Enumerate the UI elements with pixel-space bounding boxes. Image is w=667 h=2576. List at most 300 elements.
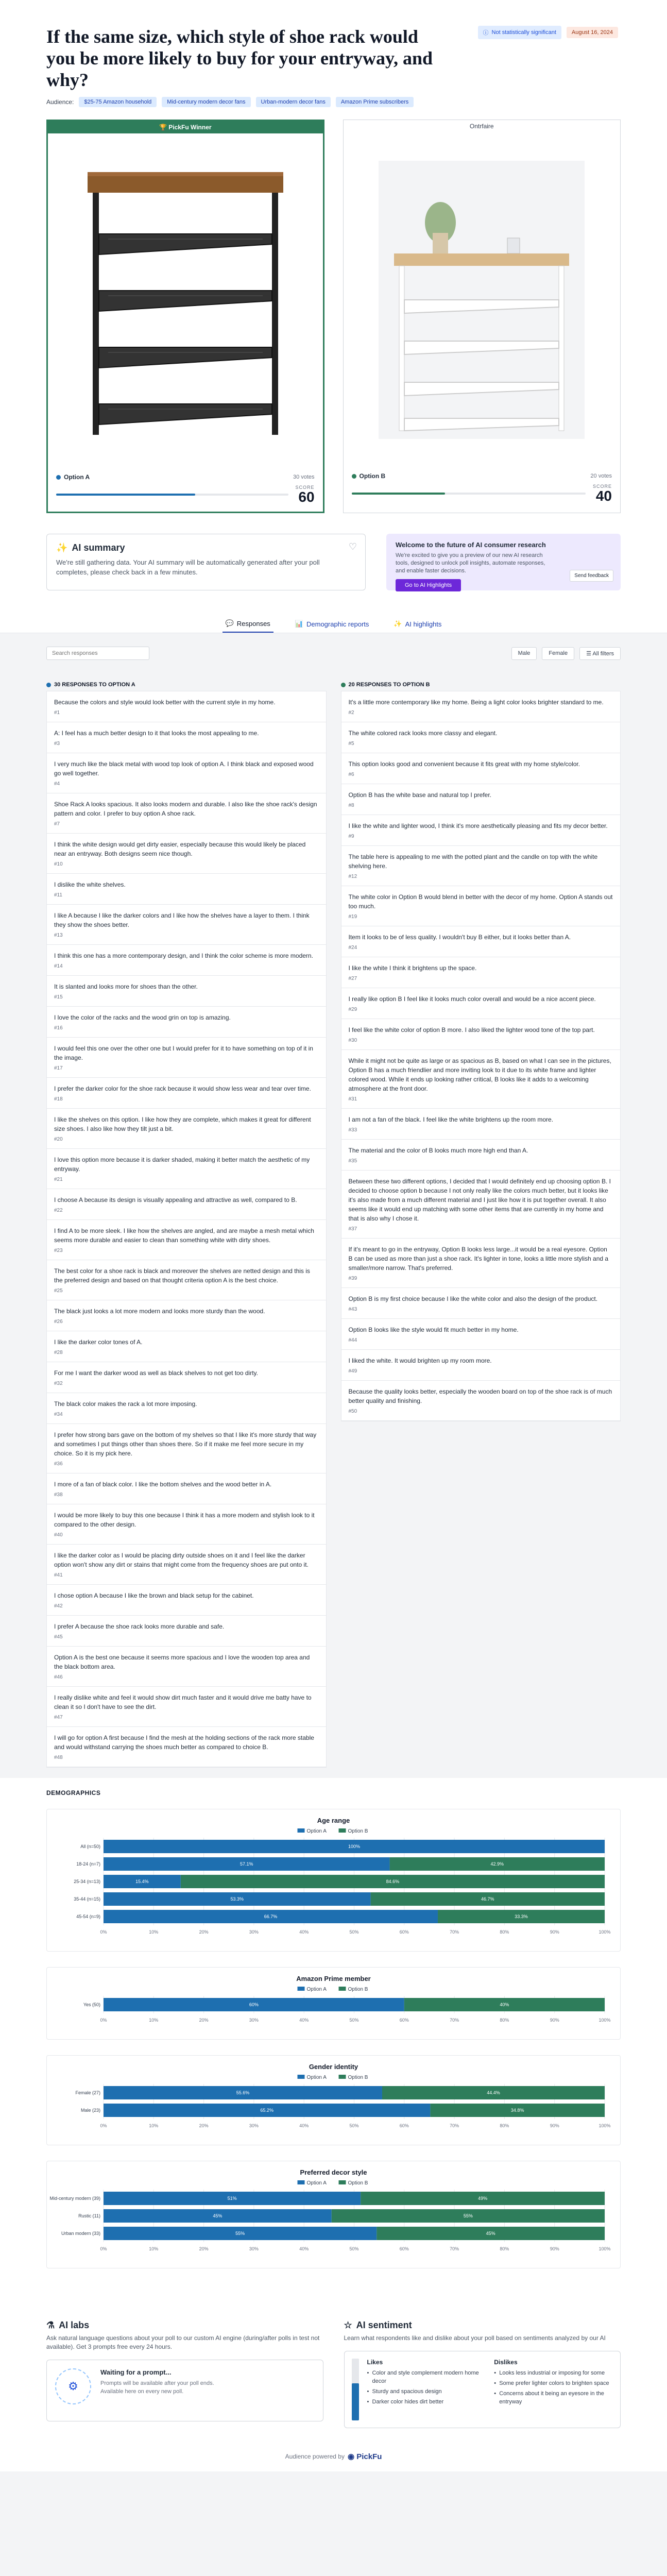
response-text: I find A to be more sleek. I like how the shelves are angled, and are maybe a mesh metal which seems more durable and easier to clean than something white with dirty shoes. [54,1227,314,1244]
flask-icon: ⚗ [46,2320,55,2330]
ai-promo-card [386,534,621,590]
option-a-dot-icon [46,683,51,687]
response-text: I would be more likely to buy this one because I think it has a more modern and stylish look to it compared to the other design. [54,1512,315,1528]
score-value: 60 [298,489,315,505]
response-text: Because the colors and style would look better with the current style in my home. [54,699,276,706]
x-tick-label: 50% [349,2123,359,2128]
response-text: For me I want the darker wood as well as black shelves to not get too dirty. [54,1369,258,1377]
response-text: I like the white and lighter wood, I think it's more aesthetically pleasing and fits my decor better. [348,822,608,829]
response-id: #39 [348,1276,357,1281]
x-tick-label: 50% [349,2018,359,2023]
legend-swatch [339,1987,346,1991]
category-label: 35-44 (n=15) [74,1896,100,1902]
response-id: #47 [54,1715,63,1720]
response-text: I prefer the darker color for the shoe rack because it would show less wear and tear over time. [54,1085,311,1092]
response-id: #37 [348,1226,357,1232]
response-id: #19 [348,914,357,920]
likes-title: Likes [367,2359,383,2366]
response-text: I dislike the white shelves. [54,881,126,888]
response-text: I very much like the black metal with wood top look of option A. I think black and exposed wood go well together. [54,760,314,777]
x-tick-label: 30% [249,2018,259,2023]
heart-icon[interactable]: ♡ [348,541,357,552]
x-tick-label: 100% [598,2018,611,2023]
send-feedback-button[interactable]: Send feedback [570,570,613,582]
responses-section [0,633,667,1778]
response-id: #4 [54,781,60,787]
response-text: If it's meant to go in the entryway, Option B looks less large...it would be a real eyesore. Option B can be used as more than just a shoe rack. It's lighter in tone, looks a little more stylish and a smaller/more narrow. That's preferred. [348,1246,609,1272]
data-label-option-b: 55% [463,2213,473,2218]
response-text: I more of a fan of black color. I like the bottom shelves and the wood better in A. [54,1481,272,1488]
legend-swatch [298,1828,305,1833]
ai-labs-subtitle: Ask natural language questions about your poll to our custom AI engine (during/after polls in test not available). Get 3 prompts free every 24 hours. [46,2334,320,2350]
response-item [341,1019,621,1050]
audience-chip[interactable]: Amazon Prime subscribers [336,97,414,107]
white-shoe-rack-illustration [373,156,590,444]
option-b-score-bar [352,493,586,495]
option-a-response-list [46,691,327,1768]
sentiment-gauge-fill [352,2383,359,2420]
response-text: The white colored rack looks more classy and elegant. [348,730,498,737]
response-id: #17 [54,1065,63,1071]
category-label: Yes (50) [83,2002,100,2007]
filter-icon: ☰ [586,650,591,657]
page-footer [0,2444,667,2471]
response-text: I really dislike white and feel it would show dirt much faster and it would drive me batty have to clean it so I don't have to see the dirt. [54,1694,312,1710]
response-text: I like the white I think it brightens up the space. [348,964,477,972]
response-id: #8 [348,803,354,808]
x-tick-label: 90% [550,2018,559,2023]
response-id: #32 [54,1381,63,1386]
filter-male-button[interactable]: Male [511,647,537,660]
response-item [47,1109,326,1149]
score-label: SCORE [295,485,315,490]
response-text: Option B looks like the style would fit much better in my home. [348,1326,519,1333]
response-id: #29 [348,1007,357,1012]
option-b-responses [341,679,621,1421]
x-tick-label: 0% [100,2123,107,2128]
response-id: #26 [54,1319,63,1325]
option-a-image[interactable] [48,133,323,468]
response-text: The table here is appealing to me with the potted plant and the candle on top with the white shelving here. [348,853,598,870]
response-text: I really like option B I feel like it looks much color overall and would be a nice accent piece. [348,995,596,1003]
response-text: The white color in Option B would blend in better with the decor of my home. Option A stands out too much. [348,893,613,910]
x-tick-label: 70% [450,2018,459,2023]
response-id: #28 [54,1350,63,1355]
column-heading-text: 20 RESPONSES TO OPTION B [348,682,430,688]
header-badges [478,26,618,39]
response-item [47,1038,326,1078]
x-tick-label: 80% [500,2123,509,2128]
response-item [47,1331,326,1362]
data-label-option-b: 44.4% [487,2090,500,2095]
x-tick-label: 0% [100,2018,107,2023]
response-id: #22 [54,1208,63,1213]
results-tabs [0,611,667,633]
category-label: Rustic (11) [78,2213,100,2218]
response-text: It's a little more contemporary like my home. Being a light color looks brighter standard to me. [348,699,604,706]
promo-title: Welcome to the future of AI consumer research [396,541,546,549]
x-tick-label: 80% [500,2018,509,2023]
data-label-option-b: 49% [478,2196,488,2201]
robot-icon: ⚙ [55,2368,91,2404]
response-id: #41 [54,1572,63,1578]
demographic-chart-card [46,1809,621,1952]
chart-icon: 📊 [295,620,303,628]
info-icon: ⓘ [483,30,489,36]
data-label-option-a: 55.6% [236,2090,250,2095]
response-id: #10 [54,861,63,867]
response-id: #44 [348,1337,357,1343]
demographic-charts [46,1809,621,2268]
x-tick-label: 10% [149,2246,159,2251]
response-item [47,1362,326,1393]
all-filters-label: All filters [592,650,614,657]
response-id: #1 [54,710,60,716]
response-text: Item it looks to be of less quality. I wouldn't buy B either, but it looks better than A. [348,934,571,941]
response-text: I chose option A because I like the brown and black setup for the cabinet. [54,1592,254,1599]
like-item: • Color and style complement modern home decor [367,2369,486,2385]
option-a-score [296,485,315,504]
demographic-chart-card [46,2161,621,2268]
audience-chip[interactable]: $25-75 Amazon household [79,97,157,107]
x-tick-label: 70% [450,2246,459,2251]
response-item [47,1504,326,1545]
ai-sentiment-card [344,2320,621,2428]
ai-summary-title [56,543,356,553]
response-id: #33 [348,1127,357,1133]
x-tick-label: 30% [249,2246,259,2251]
response-item [341,1239,621,1288]
ai-summary-title-text: AI summary [72,543,125,553]
significance-badge-label: Not statistically significant [491,29,556,36]
x-tick-label: 20% [199,1929,209,1935]
response-item [47,1616,326,1647]
option-b-score-fill [352,493,446,495]
x-tick-label: 40% [299,2246,309,2251]
tab-responses[interactable] [223,615,273,633]
response-id: #40 [54,1532,63,1538]
ai-labs-card [46,2320,323,2428]
response-item [47,945,326,976]
response-item [47,1149,326,1189]
ai-summary-text: We're still gathering data. Your AI summary will be automatically generated after your poll completes, please check back in a few minutes. [56,558,320,576]
sentiment-icon: ☆ [344,2320,352,2330]
tab-label: AI highlights [405,620,442,628]
option-a-score-bar [56,494,288,496]
x-tick-label: 60% [399,2246,409,2251]
response-id: #43 [348,1307,357,1312]
option-a-footer [48,468,323,512]
response-id: #13 [54,933,63,938]
x-tick-label: 60% [399,2018,409,2023]
category-label: All (n=50) [80,1844,100,1849]
ai-sentiment-title-text: AI sentiment [356,2320,412,2330]
response-id: #23 [54,1248,63,1253]
demographics-section [0,1778,667,2299]
data-label-option-a: 65.2% [260,2108,273,2113]
x-tick-label: 100% [598,2123,611,2128]
data-label-option-a: 53.3% [230,1896,244,1902]
poll-question-title: If the same size, which style of shoe rack would you be more likely to buy for your entryway, and why? [46,26,433,90]
dislikes-column [494,2359,613,2420]
response-text: Because the quality looks better, especially the wooden board on top of the shoe rack is of much better quality and finishing. [348,1388,612,1404]
response-id: #14 [54,963,63,969]
response-id: #16 [54,1025,63,1031]
filter-female-button[interactable]: Female [542,647,574,660]
footer-text: Audience powered by [285,2453,345,2460]
response-id: #25 [54,1288,63,1294]
response-item [47,753,326,793]
response-item [341,753,621,784]
response-item [47,1260,326,1300]
pickfu-logo-text: PickFu [356,2452,382,2461]
response-item [341,846,621,886]
response-id: #15 [54,994,63,1000]
demographic-chart-card [46,1967,621,2040]
x-tick-label: 90% [550,2246,559,2251]
option-a-score-fill [56,494,195,496]
x-tick-label: 0% [100,2246,107,2251]
x-tick-label: 10% [149,2018,159,2023]
legend-label: Option B [348,1987,368,1992]
option-a-votes: 30 votes [293,474,315,480]
response-item [47,1473,326,1504]
stacked-bar-chart [57,1985,610,2031]
response-id: #20 [54,1137,63,1142]
ai-tools-section [0,2299,667,2444]
option-a-name: Option A [64,473,90,481]
response-item [47,691,326,722]
data-label-option-b: 84.6% [386,1879,400,1884]
option-a-responses-heading [46,679,327,691]
x-tick-label: 40% [299,1929,309,1935]
option-b-head-label: Ontrfaire [469,123,494,130]
chat-icon: 💬 [225,619,234,627]
response-item [341,1171,621,1239]
x-tick-label: 100% [598,1929,611,1935]
category-label: 18-24 (n=7) [76,1861,100,1867]
chart-title: Age range [317,1817,350,1824]
search-input[interactable] [46,647,149,660]
response-item [341,1319,621,1350]
pickfu-logo[interactable] [348,2452,382,2461]
x-tick-label: 10% [149,1929,159,1935]
data-label-option-b: 33.3% [515,1914,528,1919]
response-item [341,1350,621,1381]
x-tick-label: 40% [299,2018,309,2023]
response-text: I like the darker color as I would be placing dirty outside shoes on it and I feel like the darker option won't show any dirt or stains that might come from the frequency shoes are put onto it. [54,1552,309,1568]
category-label: Urban modern (33) [61,2231,100,2236]
response-id: #36 [54,1461,63,1467]
responses-toolbar [46,647,621,660]
option-a-card[interactable] [46,120,324,513]
x-tick-label: 30% [249,1929,259,1935]
stacked-bar-chart [49,2178,611,2260]
response-text: I liked the white. It would brighten up my room more. [348,1357,492,1364]
response-item [47,1545,326,1585]
x-tick-label: 80% [500,1929,509,1935]
sentiment-gauge [352,2359,359,2420]
response-text: Shoe Rack A looks spacious. It also looks modern and durable. I also like the shoe rack's design pattern and color. I prefer to buy option A shoe rack. [54,801,317,817]
ai-summary-row [0,534,667,611]
response-id: #50 [348,1409,357,1414]
legend-label: Option A [306,1828,327,1834]
x-tick-label: 20% [199,2246,209,2251]
tab-demographic-reports[interactable] [292,615,372,633]
page-header [0,0,667,120]
response-item [47,1424,326,1473]
response-item [341,1381,621,1421]
legend-label: Option A [306,2180,327,2186]
response-id: #5 [348,741,354,747]
response-item [341,1050,621,1109]
stacked-bar-chart [57,2073,610,2137]
legend-label: Option A [306,2075,327,2080]
ai-sentiment-subtitle: Learn what respondents like and dislike about your poll based on sentiments analyzed by our AI [344,2334,606,2342]
option-b-image[interactable] [344,132,620,467]
legend-swatch [298,2180,305,2184]
response-item [47,976,326,1007]
tab-ai-highlights[interactable] [390,615,444,633]
response-item [341,988,621,1019]
response-item [341,815,621,846]
data-label-option-a: 66.7% [264,1914,278,1919]
response-text: I love the color of the racks and the wood grin on top is amazing. [54,1014,231,1021]
score-value: 40 [595,488,612,504]
response-item [341,957,621,988]
ai-summary-card [46,534,366,590]
demographics-title: DEMOGRAPHICS [46,1789,101,1797]
response-text: Option A is the best one because it seems more spacious and I love the wooden top area and the black bottom area. [54,1654,310,1670]
response-text: While it might not be quite as large or as spacious as B, based on what I can see in the pictures, Option B has a much friendlier and more inviting look to it due to its white frame and lighter colored wood. While it ends up looking rather critical, B looks like it adds to a welcoming atmosphere at the front door. [348,1057,611,1092]
all-filters-button[interactable] [579,647,621,660]
x-tick-label: 70% [450,2123,459,2128]
legend-swatch [339,1828,346,1833]
ai-highlights-button[interactable]: Go to AI Highlights [396,579,461,591]
response-text: A: I feel has a much better design to it that looks the most appealing to me. [54,730,259,737]
response-id: #3 [54,741,60,747]
response-text: I think the white design would get dirty easier, especially because this would likely be placed near an entryway. Both designs seem nice though. [54,841,306,857]
option-b-footer [344,467,620,511]
response-item [47,1220,326,1260]
sparkle-icon: ✨ [394,620,402,628]
response-item [341,1140,621,1171]
dislike-item: • Looks less industrial or imposing for some [494,2369,613,2377]
ai-labs-title-text: AI labs [59,2320,90,2330]
response-id: #2 [348,710,354,716]
filter-buttons [511,647,621,660]
x-tick-label: 20% [199,2018,209,2023]
legend-swatch [298,2075,305,2079]
response-text: The black color makes the rack a lot more imposing. [54,1400,197,1408]
response-item [341,926,621,957]
response-item [47,793,326,834]
response-item [341,1288,621,1319]
option-b-dot-icon [352,474,356,479]
audience-chip[interactable]: Urban-modern decor fans [256,97,331,107]
stacked-bar-chart [57,1826,610,1943]
legend-swatch [339,2180,346,2184]
response-id: #7 [54,821,60,827]
response-text: The black just looks a lot more modern and looks more sturdy than the wood. [54,1308,265,1315]
response-id: #46 [54,1674,63,1680]
x-tick-label: 80% [500,2246,509,2251]
x-tick-label: 70% [450,1929,459,1935]
data-label-option-a: 15.4% [135,1879,149,1884]
response-id: #27 [348,976,357,981]
response-text: Option B is my first choice because I like the white color and also the design of the product. [348,1295,598,1302]
data-label-option-b: 42.9% [490,1861,504,1867]
likes-column [367,2359,486,2420]
tab-label: Responses [236,619,270,628]
data-label-option-a: 45% [213,2213,223,2218]
dislikes-title: Dislikes [494,2359,518,2366]
response-item [341,722,621,753]
response-id: #35 [348,1158,357,1164]
response-id: #38 [54,1492,63,1498]
response-item [47,1189,326,1220]
response-id: #45 [54,1634,63,1640]
x-tick-label: 20% [199,2123,209,2128]
response-id: #9 [348,834,354,839]
ai-sentiment-title [344,2320,621,2331]
response-item [341,886,621,926]
response-item [47,1393,326,1424]
response-item [47,1300,326,1331]
response-text: I like A because I like the darker colors and I like how the shelves have a layer to them. I think they show the shoes better. [54,912,310,928]
response-text: I prefer how strong bars gave on the bottom of my shelves so that I like it's more sturdy that way and sometimes I put things other than shoes there. So if it make me feel more secure in my choice. So it is my pick here. [54,1431,317,1457]
like-item: • Darker color hides dirt better [367,2398,486,2406]
legend-label: Option B [348,2180,368,2186]
option-b-responses-heading [341,679,621,691]
response-text: I love this option more because it is darker shaded, making it better match the aesthetic of my entryway. [54,1156,310,1173]
option-a-head-label: PickFu Winner [168,124,212,131]
response-item [341,1109,621,1140]
sentiment-box [344,2351,621,2428]
significance-badge[interactable] [478,26,561,39]
date-badge: August 16, 2024 [567,27,618,38]
response-id: #12 [348,874,357,879]
response-item [47,1078,326,1109]
winner-banner [48,121,323,133]
response-item [47,834,326,874]
x-tick-label: 30% [249,2123,259,2128]
data-label-option-b: 34.8% [510,2108,524,2113]
audience-chip[interactable]: Mid-century modern decor fans [162,97,250,107]
x-tick-label: 90% [550,2123,559,2128]
response-text: I choose A because its design is visually appealing and attractive as well, compared to B. [54,1196,297,1204]
response-item [47,722,326,753]
response-id: #34 [54,1412,63,1417]
response-id: #18 [54,1096,63,1102]
x-tick-label: 100% [598,2246,611,2251]
x-tick-label: 40% [299,2123,309,2128]
tab-label: Demographic reports [306,620,369,628]
ai-labs-prompt-box [46,2360,323,2421]
category-label: Mid-century modern (39) [49,2196,100,2201]
legend-label: Option A [306,1987,327,1992]
option-b-name: Option B [359,472,386,480]
sparkle-icon: ✨ [56,543,68,553]
response-text: I feel like the white color of option B more. I also liked the lighter wood tone of the top part. [348,1026,595,1033]
response-item [47,1647,326,1687]
data-label-option-b: 45% [486,2231,495,2236]
option-b-card[interactable] [343,120,621,513]
x-tick-label: 60% [399,1929,409,1935]
response-text: I think this one has a more contemporary design, and I think the color scheme is more modern. [54,952,313,959]
response-text: It is slanted and looks more for shoes than the other. [54,983,198,990]
x-tick-label: 10% [149,2123,159,2128]
